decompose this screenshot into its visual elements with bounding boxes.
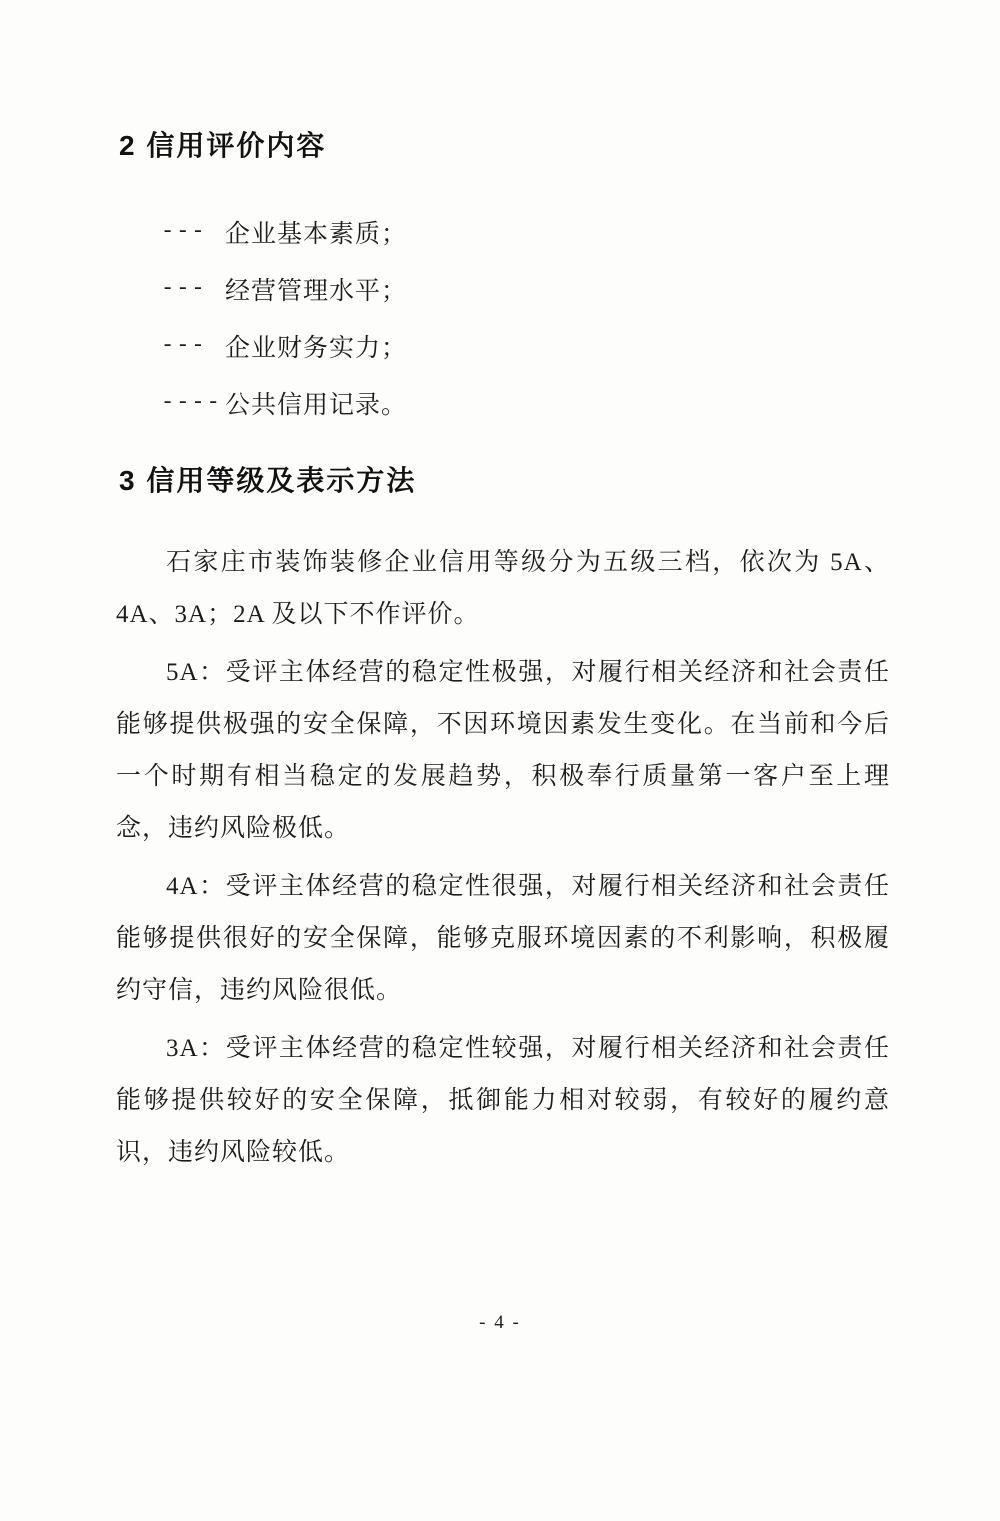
paragraph-grade-5a: 5A：受评主体经营的稳定性极强，对履行相关经济和社会责任能够提供极强的安全保障，不因环境因素发生变化。在当前和今后一个时期有相当稳定的发展趋势，积极奉行质量第一客户至上理念，违约风险极低。: [116, 659, 890, 842]
paragraph-grade-overview: 石家庄市装饰装修企业信用等级分为五级三档，依次为 5A、4A、3A；2A 及以下不作评价。: [116, 549, 890, 628]
section-2-heading: 2 信用评价内容: [119, 130, 327, 161]
list-item-label: 公共信用记录。: [225, 391, 408, 419]
dash-marker: ---: [161, 333, 207, 358]
evaluation-content-list: [161, 203, 407, 431]
list-item-management-level: [161, 260, 407, 317]
list-item-basic-quality: [161, 203, 407, 260]
page-number: - 4 -: [479, 1312, 521, 1333]
section-3-body: [116, 537, 890, 1185]
list-item-public-credit-record: [161, 374, 407, 431]
paragraph-grade-4a: 4A：受评主体经营的稳定性很强，对履行相关经济和社会责任能够提供很好的安全保障，能够克服环境因素的不利影响，积极履约守信，违约风险很低。: [116, 873, 890, 1004]
dash-marker: ---: [161, 219, 207, 244]
list-item-financial-strength: [161, 317, 407, 374]
list-item-label: 经营管理水平；: [225, 277, 408, 305]
dash-marker: ----: [161, 390, 222, 415]
paragraph-grade-3a: 3A：受评主体经营的稳定性较强，对履行相关经济和社会责任能够提供较好的安全保障，抵御能力相对较弱，有较好的履约意识，违约风险较低。: [116, 1035, 890, 1166]
list-item-label: 企业基本素质；: [225, 220, 408, 248]
section-3-heading: 3 信用等级及表示方法: [119, 465, 417, 496]
dash-marker: ---: [161, 276, 207, 301]
list-item-label: 企业财务实力；: [225, 334, 408, 362]
